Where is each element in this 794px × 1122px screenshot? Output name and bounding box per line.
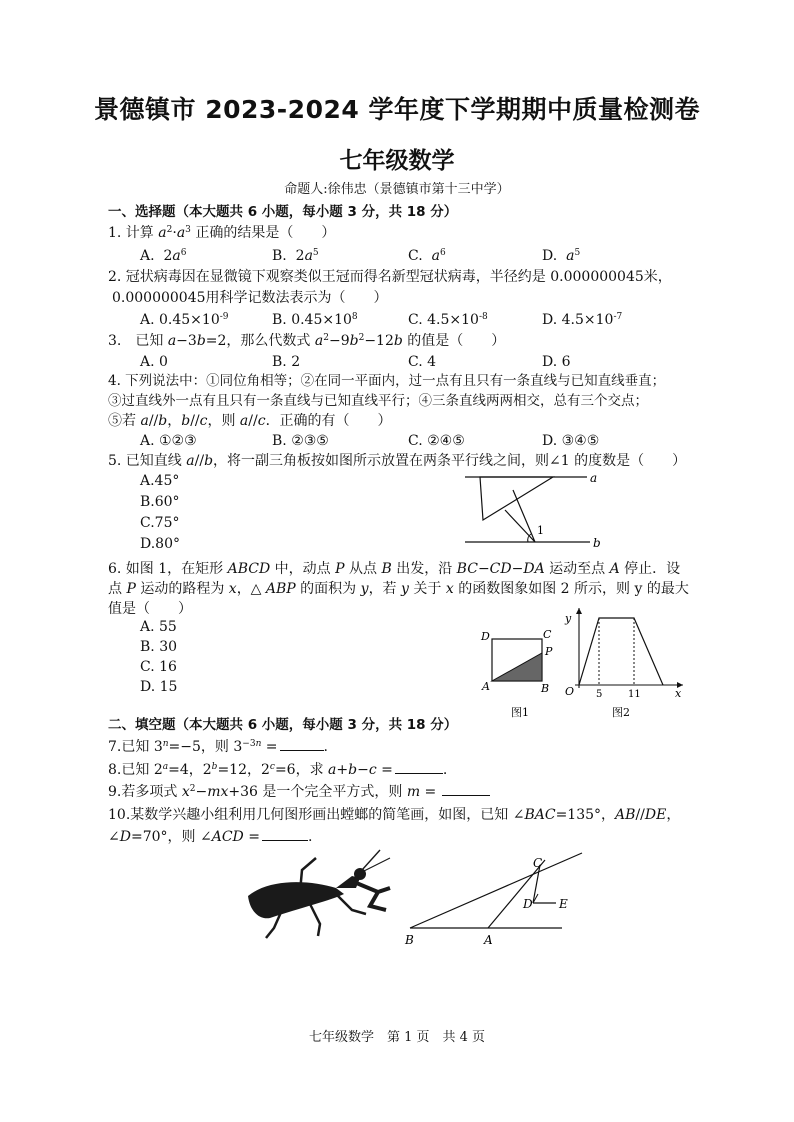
fig-label-b: B [405, 933, 414, 947]
q3-option-d: D. 6 [542, 354, 571, 370]
exam-title: 景德镇市 2023-2024 学年度下学期期中质量检测卷 [94, 95, 700, 124]
q9-answer-blank[interactable] [442, 783, 490, 796]
q5-stem: 5. 已知直线 a//b，将一副三角板按如图所示放置在两条平行线之间，则∠1 的度数是（ ） [108, 453, 687, 469]
mantis-head [354, 868, 366, 880]
q6-line2: 点 P 运动的路程为 x，△ ABP 的面积为 y，若 y 关于 x 的函数图象如图 2 所示，则 y 的最大 [108, 581, 689, 597]
q6-option-b: B. 30 [140, 639, 178, 655]
exam-author: 命题人:徐伟忠（景德镇市第十三中学） [284, 182, 510, 197]
q2-option-d: D. $4.5\times 10^{-7}$ [542, 312, 623, 328]
fig-label-d: D [523, 897, 533, 911]
mantis-leg-2 [310, 904, 320, 936]
q6-option-d: D. 15 [140, 679, 178, 695]
fig1-label-p: P [545, 645, 553, 658]
q1-option-b: B. $2a^5$ [272, 248, 319, 264]
fig2-label-o: O [565, 685, 575, 698]
q5-option-d: D.80° [140, 536, 180, 552]
q10-line2: ∠D=70°，则 ∠ACD = . [108, 829, 313, 845]
q6-option-a: A. 55 [140, 619, 177, 635]
fig-label-a: A [484, 933, 493, 947]
q1-option-d: D. $a^5$ [542, 248, 581, 264]
q1-option-a: A. $2a^6$ [140, 248, 187, 264]
q4-option-b: B. ②③⑤ [272, 433, 329, 449]
q2-option-a: A. $0.45\times 10^{-9}$ [140, 312, 229, 328]
q10-answer-blank[interactable] [262, 828, 308, 841]
fig1-label-d: D [481, 630, 490, 643]
q4-line2: ③过直线外一点有且只有一条直线与已知直线平行；④三条直线两两相交，总有三个交点； [108, 393, 648, 409]
fig2-tick-11: 11 [628, 689, 641, 700]
q6-line3: 值是（ ） [108, 601, 192, 617]
q4-line3: ⑤若 a//b，b//c，则 a//c．正确的有（ ） [108, 413, 392, 429]
q2-option-b: B. $0.45\times 10^8$ [272, 312, 358, 328]
fig1-caption: 图1 [511, 706, 529, 719]
q4-option-d: D. ③④⑤ [542, 433, 600, 449]
page-footer: 七年级数学 第 1 页 共 4 页 [308, 1030, 486, 1045]
section2-heading: 二、填空题（本大题共 6 小题，每小题 3 分，共 18 分） [108, 717, 458, 733]
q7-stem: 7.已知 $3^n=-5$，则 $3^{-3n}$ = . [108, 739, 328, 755]
q3-option-b: B. 2 [272, 354, 301, 370]
q2-option-c: C. $4.5\times 10^{-8}$ [408, 312, 488, 328]
fig-label-e: E [559, 897, 568, 911]
q6-option-c: C. 16 [140, 659, 177, 675]
q5-option-b: B.60° [140, 494, 180, 510]
q7-answer-blank[interactable] [280, 738, 324, 751]
q2-line1: 2. 冠状病毒因在显微镜下观察类似王冠而得名新型冠状病毒，半径约是 0.000000045米， [108, 269, 672, 285]
q10-line1: 10.某数学兴趣小组利用几何图形画出螳螂的简笔画，如图，已知 ∠BAC=135°，AB//DE， [108, 807, 681, 823]
mantis-foreleg [354, 882, 390, 910]
q6-line1: 6. 如图 1，在矩形 ABCD 中，动点 P 从点 B 出发，沿 BC−CD−DA 运动至点 A 停止．设 [108, 561, 681, 577]
fig2-label-y: y [565, 612, 572, 625]
q3-stem: 3. 已知 a−3b=2，那么代数式 $a^2-9b^2-12b$ 的值是（ ） [108, 333, 506, 349]
q5-option-c: C.75° [140, 515, 180, 531]
fig2-tick-5: 5 [596, 689, 603, 700]
fig1-label-b: B [541, 682, 550, 695]
label-a: a [590, 471, 598, 485]
line-ac [488, 860, 545, 928]
fig2-y-arrow [576, 608, 582, 614]
q1-option-c: C. $a^6$ [408, 248, 446, 264]
section1-heading: 一、选择题（本大题共 6 小题，每小题 3 分，共 18 分） [108, 204, 458, 220]
q4-option-a: A. ①②③ [140, 433, 197, 449]
fig2-caption: 图2 [612, 706, 630, 719]
fig1-label-a: A [482, 680, 490, 693]
fig1-label-c: C [543, 628, 552, 641]
q8-stem: 8.已知 $2^a=4$，$2^b=12$，$2^c=6$，求 a+b−c = . [108, 762, 448, 778]
q8-answer-blank[interactable] [395, 761, 443, 774]
mantis-photo [240, 848, 400, 940]
mantis-body [248, 882, 344, 918]
q6-figures [475, 600, 690, 720]
mantis-leg-4 [336, 894, 366, 914]
mantis-antenna-2 [364, 858, 390, 871]
fig2-function-graph [579, 618, 663, 685]
q5-figure [455, 470, 615, 552]
q3-option-c: C. 4 [408, 354, 437, 370]
line-bc [410, 853, 582, 928]
q2-line2: 0.000000045用科学记数法表示为（ ） [112, 290, 388, 306]
triangle-abp [492, 653, 542, 681]
fig-label-c: C [533, 856, 543, 870]
q5-option-a: A.45° [140, 473, 180, 489]
q1-stem: 1. 计算 $a^2\cdot a^3$ 正确的结果是（ ） [108, 225, 336, 241]
label-angle-1: 1 [537, 524, 544, 537]
exam-subtitle: 七年级数学 [339, 148, 455, 174]
fig2-label-x: x [675, 687, 682, 700]
q3-option-a: A. 0 [140, 354, 168, 370]
q10-figure [400, 848, 600, 948]
label-b: b [593, 536, 601, 550]
q4-line1: 4. 下列说法中：①同位角相等；②在同一平面内，过一点有且只有一条直线与已知直线垂直； [108, 373, 666, 389]
q9-stem: 9.若多项式 $x^2-mx+36$ 是一个完全平方式，则 m = [108, 783, 490, 801]
q4-option-c: C. ②④⑤ [408, 433, 465, 449]
